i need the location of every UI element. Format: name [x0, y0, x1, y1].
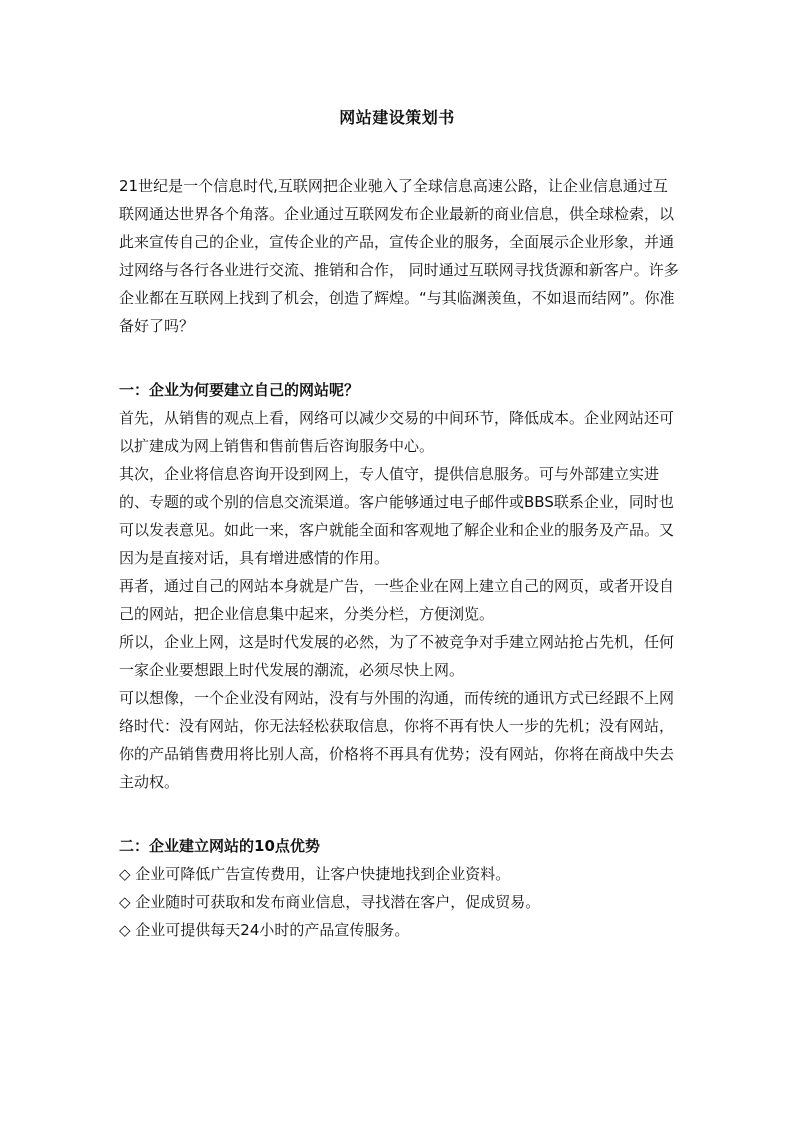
section-1-paragraph-4: 所以，企业上网，这是时代发展的必然，为了不被竞争对手建立网站抢占先机，任何一家企业要想跟上时代发展的潮流，必须尽快上网。 — [119, 633, 675, 679]
section-1-paragraph-3: 再者，通过自己的网站本身就是广告，一些企业在网上建立自己的网页，或者开设自己的网站，把企业信息集中起来，分类分栏，方便浏览。 — [119, 577, 675, 623]
section-1-heading: 一：企业为何要建立自己的网站呢？ — [119, 381, 360, 399]
advantage-bullet-1: ◇ 企业可降低广告宣传费用，让客户快捷地找到企业资料。 — [119, 865, 511, 883]
section-2-heading: 二：企业建立网站的10点优势 — [119, 837, 320, 855]
document-body — [119, 172, 679, 944]
advantage-bullet-2: ◇ 企业随时可获取和发布商业信息，寻找潜在客户，促成贸易。 — [119, 893, 541, 911]
section-1-paragraph-1: 首先，从销售的观点上看，网络可以减少交易的中间环节，降低成本。企业网站还可以扩建成为网上销售和售前售后咨询服务中心。 — [119, 409, 675, 455]
spacer — [119, 796, 679, 832]
section-1-paragraph-2: 其次，企业将信息咨询开设到网上，专人值守，提供信息服务。可与外部建立实进的、专题的或个别的信息交流渠道。客户能够通过电子邮件或BBS联系企业，同时也可以发表意见。如此一来，客户就能全面和客观地了解企业和企业的服务及产品。又因为是直接对话，具有增进感情的作用。 — [119, 465, 675, 567]
section-1-paragraph-5: 可以想像，一个企业没有网站，没有与外围的沟通，而传统的通讯方式已经跟不上网络时代：没有网站，你无法轻松获取信息，你将不再有快人一步的先机；没有网站，你的产品销售费用将比别人高，价格将不再具有优势；没有网站，你将在商战中失去主动权。 — [119, 689, 675, 791]
document-title: 网站建设策划书 — [339, 108, 455, 127]
advantage-bullet-3: ◇ 企业可提供每天24小时的产品宣传服务。 — [119, 921, 410, 939]
spacer — [119, 340, 679, 376]
intro-paragraph: 21世纪是一个信息时代,互联网把企业驰入了全球信息高速公路，让企业信息通过互联网通达世界各个角落。企业通过互联网发布企业最新的商业信息，供全球检索，以此来宣传自己的企业，宣传企业的产品，宣传企业的服务，全面展示企业形象，并通过网络与各行各业进行交流、推销和合作， 同时通过互联网寻找货源和新客户。许多企业都在互联网上找到了机会，创造了辉煌。“与其临渊羡鱼，不如退而结网”。你准备好了吗？ — [119, 177, 679, 335]
